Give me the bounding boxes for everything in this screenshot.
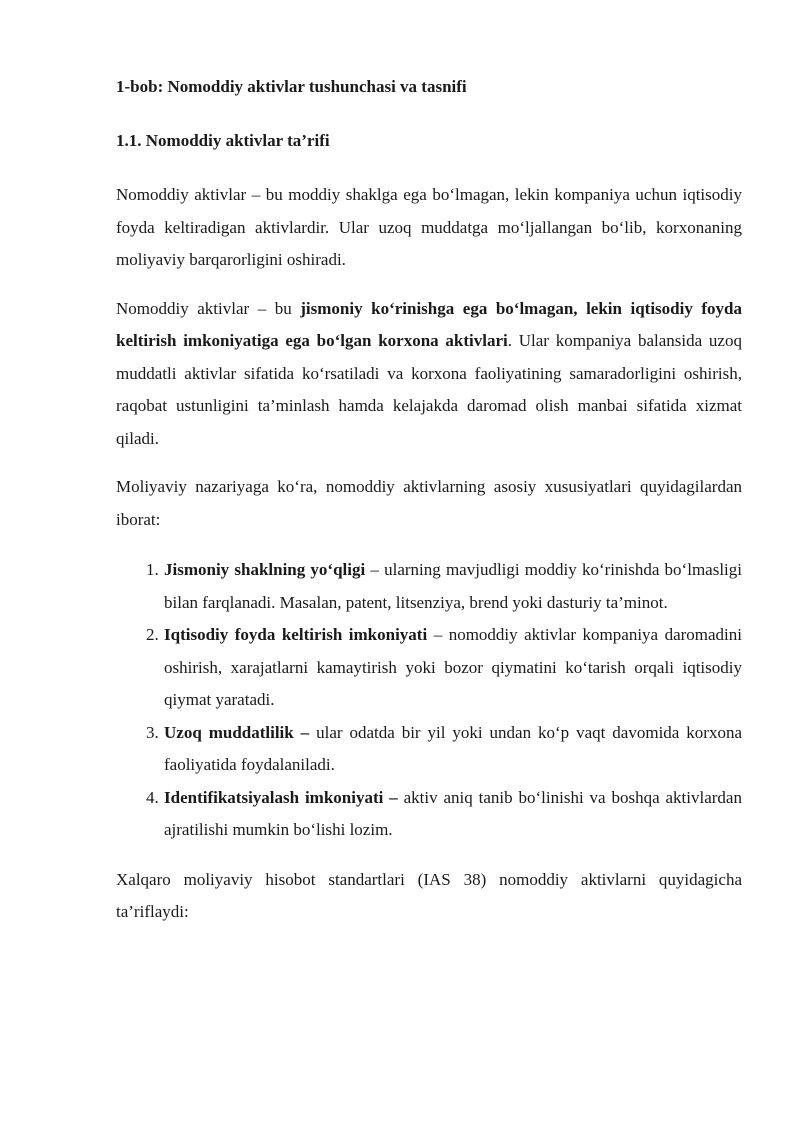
definition-paragraph: Nomoddiy aktivlar – bu moddiy shaklga ega boʻlmagan, lekin kompaniya uchun iqtisodiy foyda keltiradigan aktivlardir. Ular uzoq muddatga moʻljallangan boʻlib, korxonaning moliyaviy barqarorligini oshiradi.: [116, 185, 742, 269]
list-item: [163, 619, 742, 717]
chapter-title: 1-bob: Nomoddiy aktivlar tushunchasi va tasnifi: [116, 77, 467, 96]
list-item-term: Jismoniy shaklning yoʻqligi: [164, 560, 366, 579]
list-item-text: aktiv aniq tanib boʻlinishi va boshqa aktivlardan ajratilishi mumkin boʻlishi lozim.: [164, 787, 742, 839]
list-item-term: Iqtisodiy foyda keltirish imkoniyati: [164, 625, 428, 644]
section-title: 1.1. Nomoddiy aktivlar ta’rifi: [116, 131, 330, 150]
list-item-text: ular odatda bir yil yoki undan koʻp vaqt davomida korxona faoliyatida foydalaniladi.: [164, 722, 742, 774]
list-item: [163, 554, 742, 619]
list-item-text: – nomoddiy aktivlar kompaniya daromadini oshirish, xarajatlarni kamaytirish yoki bozor qiymatini koʻtarish orqali iqtisodiy qiymat yaratadi.: [164, 625, 742, 709]
ias-intro-paragraph: Xalqaro moliyaviy hisobot standartlari (IAS 38) nomoddiy aktivlarni quyidagicha ta’riflaydi:: [116, 869, 742, 921]
detailed-definition-paragraph: [116, 293, 742, 456]
features-intro-paragraph: Moliyaviy nazariyaga koʻra, nomoddiy aktivlarning asosiy xususiyatlari quyidagilardan iborat:: [116, 477, 742, 529]
list-item: [163, 782, 742, 847]
document-page: [116, 74, 742, 929]
list-item-term: Uzoq muddatlilik –: [164, 722, 310, 742]
list-item-term: Identifikatsiyalash imkoniyati –: [164, 787, 398, 807]
list-item-text: – ularning mavjudligi moddiy koʻrinishda boʻlmasligi bilan farqlanadi. Masalan, patent, litsenziya, brend yoki dasturiy ta’minot.: [164, 560, 742, 612]
paragraph-lead: Nomoddiy aktivlar – bu: [116, 298, 301, 318]
list-item: [163, 717, 742, 782]
paragraph-emphasis: jismoniy koʻrinishga ega boʻlmagan, lekin iqtisodiy foyda keltirish imkoniyatiga ega boʻlgan korxona aktivlari: [116, 298, 742, 350]
paragraph-rest: . Ular kompaniya balansida uzoq muddatli aktivlar sifatida koʻrsatiladi va korxona faoliyatining samaradorligini oshirish, raqobat ustunligini ta’minlash hamda kelajakda daromad olish manbai sifatida xizmat qiladi.: [116, 331, 742, 448]
features-list: [116, 554, 742, 847]
